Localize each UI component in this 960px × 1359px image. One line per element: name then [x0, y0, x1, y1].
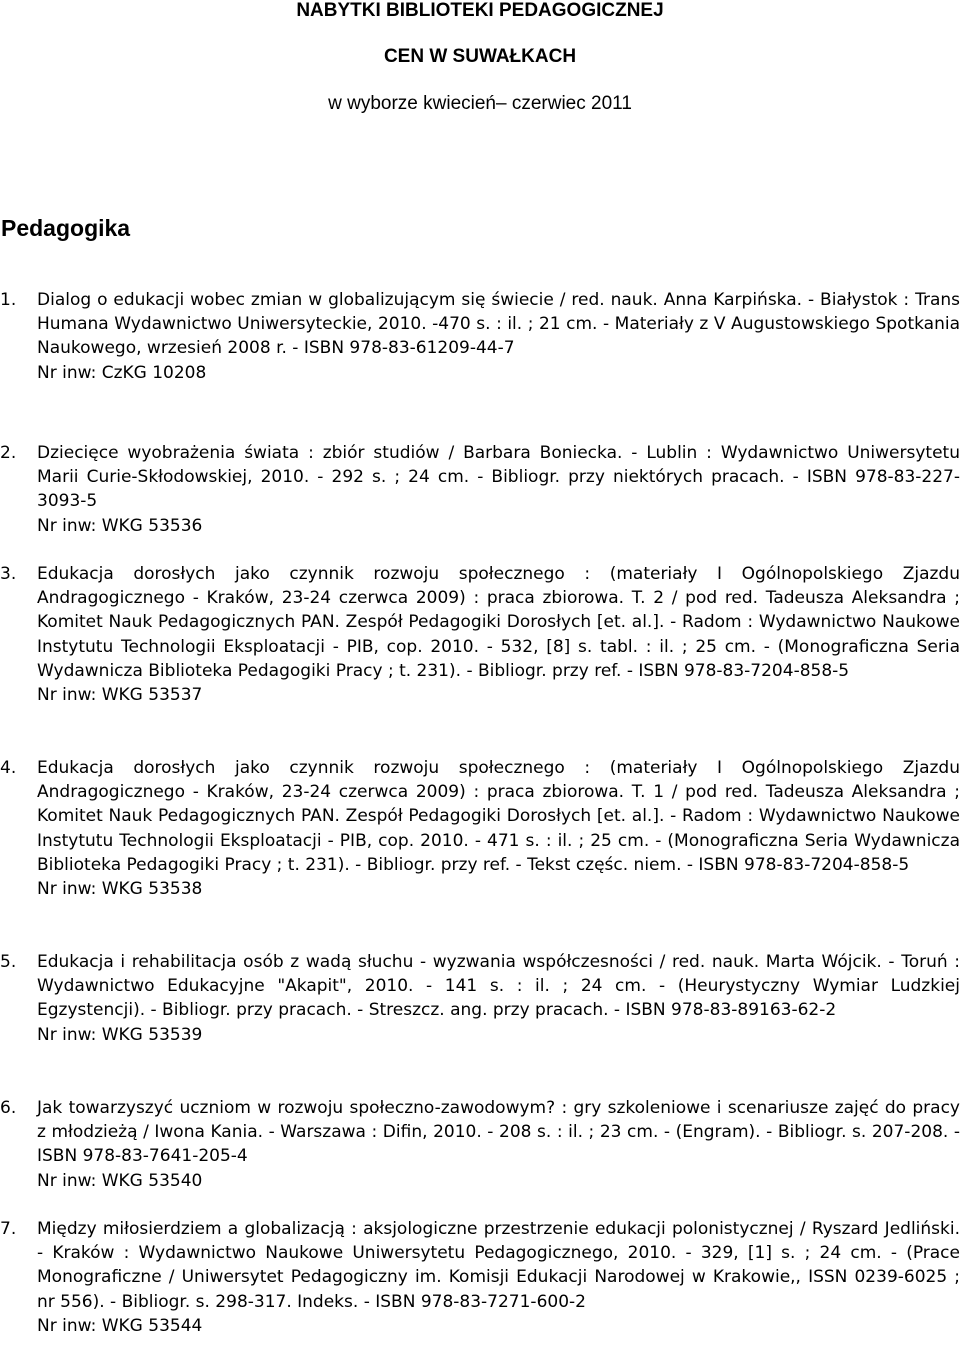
- entry-description: Edukacja dorosłych jako czynnik rozwoju społecznego : (materiały I Ogólnopolskiego Zjazdu Andragogicznego - Kraków, 23-24 czerwca 2009) : praca zbiorowa. T. 1 / pod red. Tadeusza Aleksandra ; Komitet Nauk Pedagogicznych PAN. Zespół Pedagogiki Dorosłych [et. al.]. - Radom : Wydawnictwo Naukowe Instytutu Technologii Eksploatacji - PIB, cop. 2010. - 471 s. : il. ; 25 cm. - (Monograficzna Seria Wydawnicza Biblioteka Pedagogiki Pracy ; t. 231). - Bibliogr. przy ref. - Tekst częśc. niem. - ISBN 978-83-7204-858-5: [37, 758, 960, 875]
- entry-description: Jak towarzyszyć uczniom w rozwoju społeczno-zawodowym? : gry szkoleniowe i scenariusze zajęć do pracy z młodzieżą / Iwona Kania. - Warszawa : Difin, 2010. - 208 s. : il. ; 23 cm. - (Engram). - Bibliogr. s. 207-208. - ISBN 978-83-7641-205-4: [37, 1098, 960, 1167]
- entry-number: 2.: [0, 443, 17, 463]
- entry-description: Dziecięce wyobrażenia świata : zbiór studiów / Barbara Boniecka. - Lublin : Wydawnictwo Uniwersytetu Marii Curie-Skłodowskiej, 2010. - 292 s. ; 24 cm. - Bibliogr. przy niektórych pracach. - ISBN 978-83-227-3093-5: [37, 443, 960, 512]
- entry-number: 6.: [0, 1098, 17, 1118]
- entry-inventory: Nr inw: WKG 53538: [37, 879, 203, 900]
- header-title-line2: CEN W SUWAŁKACH: [383, 46, 577, 67]
- entry-description: Edukacja dorosłych jako czynnik rozwoju społecznego : (materiały I Ogólnopolskiego Zjazdu Andragogicznego - Kraków, 23-24 czerwca 2009) : praca zbiorowa. T. 2 / pod red. Tadeusza Aleksandra ; Komitet Nauk Pedagogicznych PAN. Zespół Pedagogiki Dorosłych [et. al.]. - Radom : Wydawnictwo Naukowe Instytutu Technologii Eksploatacji - PIB, cop. 2010. - 532, [8] s. tabl. : il. ; 25 cm. - (Monograficzna Seria Wydawnicza Biblioteka Pedagogiki Pracy ; t. 231). - Bibliogr. przy ref. - ISBN 978-83-7204-858-5: [37, 564, 960, 681]
- entry-inventory: Nr inw: WKG 53539: [37, 1024, 203, 1045]
- entry-inventory: Nr inw: WKG 53544: [37, 1315, 203, 1336]
- entry-inventory: Nr inw: WKG 53537: [37, 685, 203, 706]
- entry-description: Między miłosierdziem a globalizacją : aksjologiczne przestrzenie edukacji polonistycznej / Ryszard Jedliński. - Kraków : Wydawnictwo Naukowe Uniwersytetu Pedagogicznego, 2010. - 329, [1] s. ; 24 cm. - (Prace Monograficzne / Uniwersytet Pedagogiczny im. Komisji Edukacji Narodowej w Krakowie,, ISSN 0239-6025 ; nr 556). - Bibliogr. s. 298-317. Indeks. - ISBN 978-83-7271-600-2: [37, 1219, 960, 1312]
- entry-description: Dialog o edukacji wobec zmian w globalizującym się świecie / red. nauk. Anna Karpińska. - Białystok : Trans Humana Wydawnictwo Uniwersyteckie, 2010. -470 s. : il. ; 21 cm. - Materiały z V Augustowskiego Spotkania Naukowego, wrzesień 2008 r. - ISBN 978-83-61209-44-7: [37, 290, 960, 359]
- header-subtitle: w wyborze kwiecień– czerwiec 2011: [328, 93, 632, 114]
- entry-description: Edukacja i rehabilitacja osób z wadą słuchu - wyzwania współczesności / red. nauk. Marta Wójcik. - Toruń : Wydawnictwo Edukacyjne "Akapit", 2010. - 141 s. : il. ; 24 cm. - (Heurystyczny Wymiar Ludzkiej Egzystencji). - Bibliogr. przy pracach. - Streszcz. ang. przy pracach. - ISBN 978-83-89163-62-2: [37, 952, 960, 1021]
- entry-inventory: Nr inw: WKG 53536: [37, 515, 203, 536]
- entry-inventory: Nr inw: WKG 53540: [37, 1170, 203, 1191]
- header-title-line1: NABYTKI BIBLIOTEKI PEDAGOGICZNEJ: [296, 0, 664, 21]
- section-title: Pedagogika: [1, 215, 131, 241]
- entry-number: 3.: [0, 564, 17, 584]
- entry-number: 5.: [0, 952, 17, 972]
- entry-number: 1.: [0, 290, 17, 310]
- entry-number: 7.: [0, 1219, 17, 1239]
- entry-number: 4.: [0, 758, 17, 778]
- entry-inventory: Nr inw: CzKG 10208: [37, 362, 207, 383]
